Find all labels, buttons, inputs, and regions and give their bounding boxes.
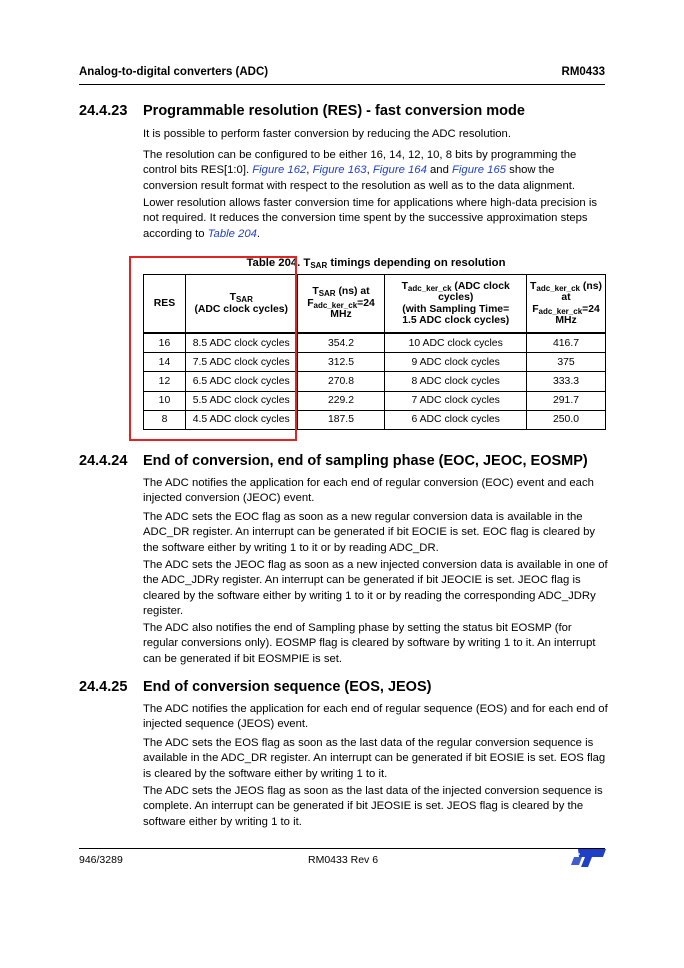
h-text: T [401,280,408,292]
highlight-box [129,256,297,441]
h-text: (ADC clock [451,280,510,292]
cell-tadc-cycles: 7 ADC clock cycles [385,391,527,410]
text: The resolution can be configured to be either 16, 14, 12, 10, 8 bits by programming the control bits RES[1:0]. [143,149,577,177]
cell-res: 8 [144,410,186,429]
cell-tadc-ns: 333.3 [526,372,605,391]
link-figure-164[interactable]: Figure 164 [372,164,427,177]
cell-res: 14 [144,353,186,372]
h-text: F [532,303,539,315]
h-text: (ns) at [335,286,370,298]
paragraph: The ADC sets the EOC flag as soon as a new regular conversion data is available in the ADC_DR register. An interrupt can be generated if bit EOCIE is set. EOC flag is cleared by the software either by writing 1 to it or by reading ADC_DR. [143,511,596,554]
col-header-tadc-ns [526,275,605,334]
link-figure-163[interactable]: Figure 163 [312,164,367,177]
text: and [426,164,453,177]
cell-tadc-cycles: 8 ADC clock cycles [385,372,527,391]
section-heading-24-4-24 [79,453,588,469]
cell-tsar: 7.5 ADC clock cycles [185,353,297,372]
text: Lower resolution allows faster conversion time for applications where high-data precision is not required. It reduces the conversion time spent by the successive approximation steps according to [143,197,597,240]
caption-sub: SAR [310,261,328,270]
h-text: MHz [555,315,577,326]
h-sub: SAR [318,289,336,299]
footer-rule [79,848,605,849]
h-text: (ADC clock cycles) [194,303,288,315]
h-text: (ns) [580,280,602,292]
caption-text: timings depending on resolution [327,257,506,269]
cell-tadc-ns: 291.7 [526,391,605,410]
header-title: Analog-to-digital converters (ADC) [79,66,269,78]
header-doc-id: RM0433 [561,66,605,78]
link-figure-165[interactable]: Figure 165 [452,164,507,177]
cell-tsar: 8.5 ADC clock cycles [185,333,297,353]
section-number: 24.4.23 [79,103,128,119]
st-logo-icon [570,848,606,868]
caption-text: Table 204. T [246,257,311,269]
section-number: 24.4.24 [79,453,128,469]
cell-tsar-ns: 187.5 [297,410,385,429]
col-header-res: RES [144,275,186,334]
section-heading-24-4-23 [79,103,525,119]
cell-tadc-cycles: 6 ADC clock cycles [385,410,527,429]
cell-tsar-ns: 312.5 [297,353,385,372]
page-header [79,66,605,80]
h-sub: SAR [235,295,253,304]
document-revision: RM0433 Rev 6 [308,854,379,866]
h-sub: adc_ker_ck [313,300,358,310]
cell-tsar: 4.5 ADC clock cycles [185,410,297,429]
cell-tadc-cycles: 10 ADC clock cycles [385,333,527,353]
cell-tsar: 5.5 ADC clock cycles [185,391,297,410]
cell-tsar-ns: 270.8 [297,372,385,391]
cell-tadc-ns: 250.0 [526,410,605,429]
text: . [256,227,261,240]
cell-tsar-ns: 354.2 [297,333,385,353]
h-text: T [229,292,236,303]
paragraph: The ADC sets the JEOS flag as soon as the last data of the injected conversion sequence is complete. An interrupt can be generated if bit JEOSIE is set. JEOS flag is cleared by the software either by writing 1 to it. [143,785,603,828]
h-text: T [312,286,319,298]
paragraph: The ADC sets the JEOC flag as soon as a new injected conversion data is available in one of the ADC_JDRy register. An interrupt can be generated if bit JEOCIE is set. JEOC flag is cleared by the software either by writing 1 to it or by reading the corresponding ADC_JDRy register. [143,559,608,618]
cell-tsar-ns: 229.2 [297,391,385,410]
section-title: Programmable resolution (RES) - fast conversion mode [143,103,525,119]
paragraph: It is possible to perform faster conversion by reducing the ADC resolution. [143,128,511,140]
h-sub: adc_ker_ck [536,283,580,293]
paragraph: The ADC notifies the application for each end of regular conversion (EOC) event and each injected conversion (JEOC) event. [143,477,594,505]
h-text: MHz [330,309,352,321]
cell-tadc-ns: 416.7 [526,333,605,353]
paragraph: The ADC also notifies the end of Sampling phase by setting the status bit EOSMP (for regular conversions only). EOSMP flag is cleared by software by writing 1 to it. An interrupt can be generated if bit EOSMPIE is set. [143,622,596,665]
cell-res: 16 [144,333,186,353]
h-text: cycles) [438,292,474,303]
paragraph [143,148,609,194]
paragraph [143,196,609,242]
h-text: =24 [357,297,375,309]
h-text: =24 [582,303,600,315]
cell-res: 12 [144,372,186,391]
col-header-tsar-ns [297,275,385,334]
text: , [366,164,373,177]
h-text: (with Sampling Time= [402,303,510,315]
paragraph: The ADC notifies the application for each end of regular sequence (EOS) and for each end of injected sequence (JEOS) event. [143,703,608,731]
link-table-204[interactable]: Table 204 [207,227,257,240]
text: , [306,164,313,177]
header-rule [79,84,605,85]
section-title: End of conversion, end of sampling phase (EOC, JEOC, EOSMP) [143,453,588,469]
h-text: 1.5 ADC clock cycles) [402,315,510,326]
h-sub: adc_ker_ck [407,283,452,293]
section-title: End of conversion sequence (EOS, JEOS) [143,679,432,695]
col-header-tadc-cycles [385,275,527,334]
h-text: F [307,297,314,309]
section-number: 24.4.25 [79,679,128,695]
cell-res: 10 [144,391,186,410]
paragraph: The ADC sets the EOS flag as soon as the last data of the regular conversion sequence is available in the ADC_DR register. An interrupt can be generated if bit EOSIE is set. EOS flag is cleared by the software either by writing 1 to it. [143,737,606,780]
text: show the conversion result format with respect to the resolution as well as to the data alignment. [143,164,576,192]
cell-tadc-ns: 375 [526,353,605,372]
cell-tsar: 6.5 ADC clock cycles [185,372,297,391]
h-text: T [530,280,537,292]
cell-tadc-cycles: 9 ADC clock cycles [385,353,527,372]
h-text: at [561,292,571,303]
page-number: 946/3289 [79,854,123,866]
h-sub: adc_ker_ck [538,306,583,316]
section-heading-24-4-25 [79,679,431,695]
link-figure-162[interactable]: Figure 162 [252,164,307,177]
